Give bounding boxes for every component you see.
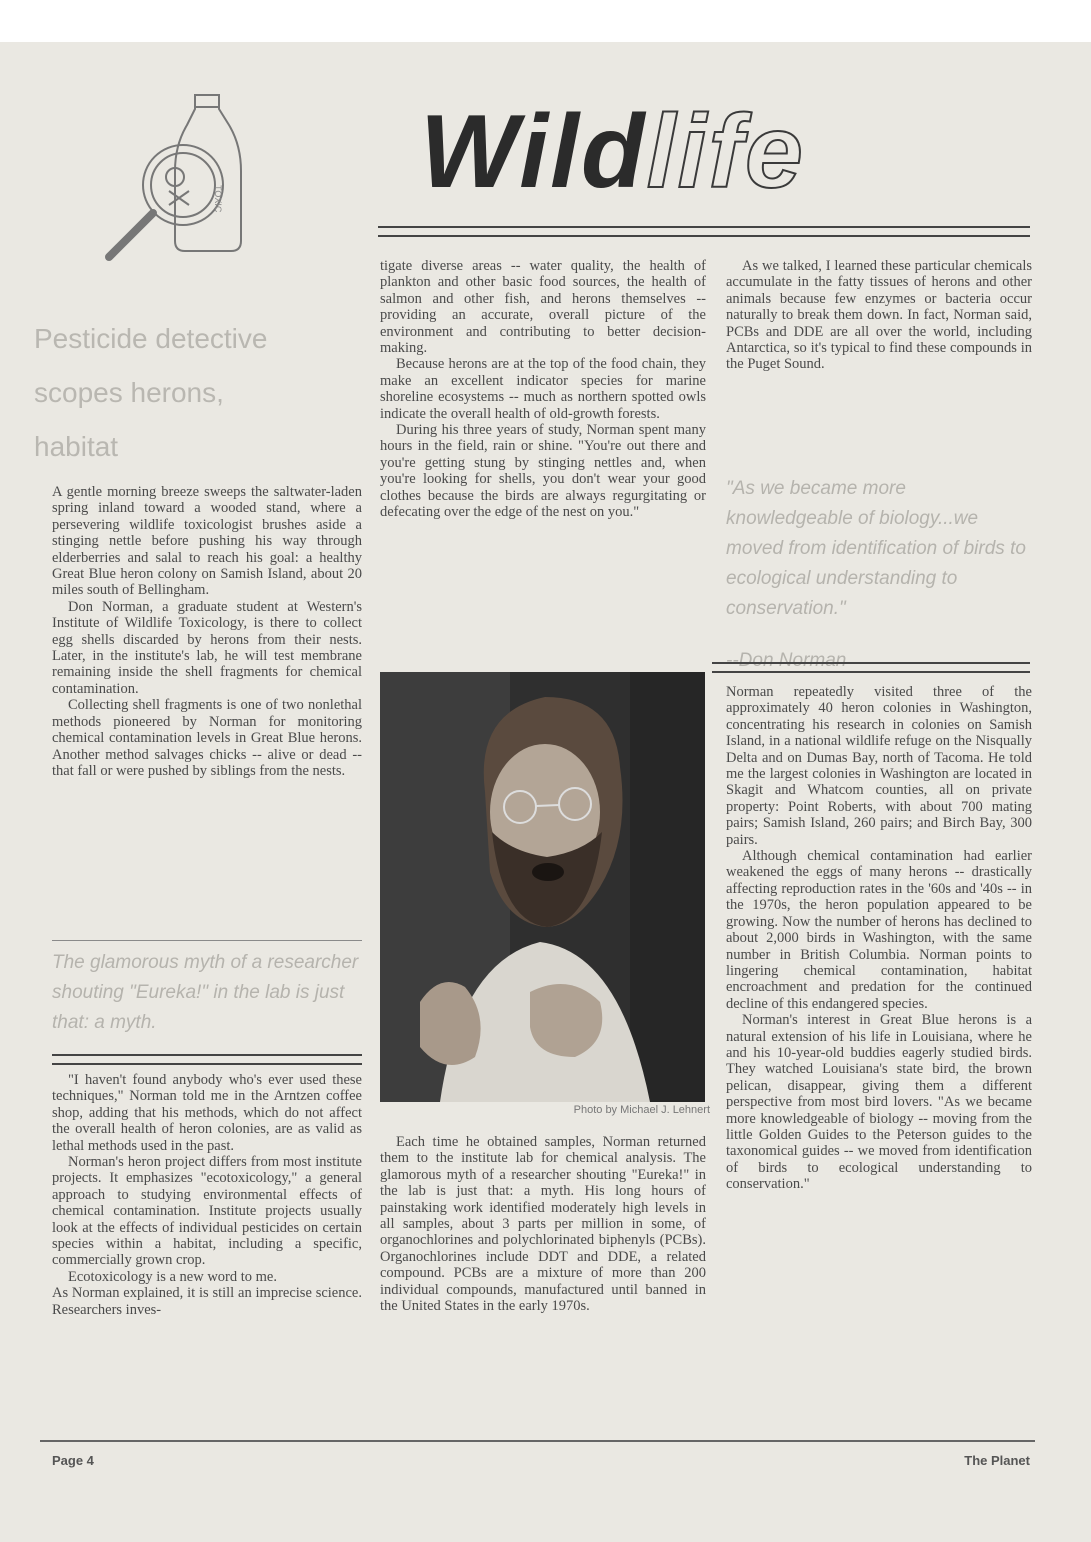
page-number: Page 4 [52,1453,94,1468]
bottle-magnifier-logo-icon [95,85,255,275]
headline-line-2: scopes herons, [34,377,224,408]
paragraph: Norman's heron project differs from most institute projects. It emphasizes "ecotoxicology," a general approach to studying environmental effects of chemical contamination. Institute projects usually look at the effects of individual pesticides on certain species within a habitat, including a specific, commercially grown crop. [52,1154,362,1269]
paragraph: A gentle morning breeze sweeps the saltwater-laden spring inland toward a wooded stand, where a persevering wildlife toxicologist brushes aside a stinging nettle before pushing his way through elderberries and salal to reach his goal: a healthy Great Blue heron colony on Samish Island, about 20 miles south of Bellingham. [52,484,362,599]
svg-text:TOXIC: TOXIC [213,185,223,213]
paragraph: Ecotoxicology is a new word to me. [68,1268,277,1285]
paragraph: Norman repeatedly visited three of the approximately 40 heron colonies in Washington, concentrating his research in colonies on Samish Island, in a national wildlife refuge on the Nisqually Delta and on Dumas Bay, north of Tacoma. He told me the largest colonies in Washington are located in Skagit and Whatcom counties, all on private property: Point Roberts, with about 700 mating pairs; Samish Island, 260 pairs; and Birch Bay, 300 pairs. [726,684,1032,848]
paragraph: tigate diverse areas -- water quality, the health of plankton and other basic food sources, the health of salmon and other fish, and herons themselves -- providing an accurate, overall picture of the environment and contributing to better decision-making. [380,258,706,357]
paragraph: Each time he obtained samples, Norman returned them to the institute lab for chemical analysis. The glamorous myth of a researcher shouting "Eureka!" in the lab is just that: a myth. His long hours of painstaking work identified moderately high levels in all samples, about 3 parts per million in some, of organochlorines and polychlorinated biphenyls (PCBs). Organochlorines include DDT and DDE, a related compound. PCBs are a mixture of more than 200 individual compounds, manufactured until banned in the United States in the early 1970s. [380,1134,706,1315]
column-2-lower [380,1134,706,1314]
pull-quote-text: "As we became more knowledgeable of biology...we moved from identification of birds to ecological understanding to conservation." [726,478,1026,619]
masthead-rule [378,226,1030,237]
column-3-upper [726,258,1032,373]
paragraph: As we talked, I learned these particular chemicals accumulate in the fatty tissues of herons and other animals because few enzymes or bacteria occur naturally to break them down. In fact, Norman said, PCBs and DDE are all over the world, including Antarctica, so it's typical to find these compounds in the Puget Sound. [726,258,1032,373]
portrait-photo [380,672,705,1102]
headline-line-1: Pesticide detective [34,323,268,354]
masthead-solid: Wild [420,94,647,210]
pull-quote-2 [726,474,1032,676]
paragraph: Because herons are at the top of the food chain, they make an excellent indicator species for marine shoreline ecosystems -- much as northern spotted owls indicate the overall health of old-growth forests. [380,356,706,422]
column-1-lower [52,1072,362,1318]
paragraph: During his three years of study, Norman spent many hours in the field, rain or shine. "You're out there and you're getting stung by stinging nettles and, when you're looking for shells, you don't wear your good clothes because the birds are always regurgitating or defecating over the edge of the nest on you." [380,422,706,521]
paragraph: Norman's interest in Great Blue herons is a natural extension of his life in Louisiana, where he and his 10-year-old buddies eagerly studied birds. They watched Louisiana's state bird, the brown pelican, disappear, giving them a different perspective from most bird lovers. "As we became more knowledgeable of biology -- moving from the little Golden Guides to the Peterson guides to the taxonomical guides -- we moved from identification of birds to ecological understanding to conservation." [726,1012,1032,1193]
photo-credit: Photo by Michael J. Lehnert [573,1104,710,1116]
headline-line-3: habitat [34,431,119,462]
paragraph: Although chemical contamination had earlier weakened the eggs of many herons -- drastically affecting reproduction rates in the '60s and '40s -- in the 1970s, the heron population appeared to be growing. Now the number of herons has declined to about 2,000 birds in Washington, with the same number in British Columbia. Norman points to lingering chemical contamination, habitat encroachment and predation for the continued decline of this endangered species. [726,848,1032,1012]
pull-quote-rule [712,662,1030,673]
footer-rule [40,1440,1035,1442]
pull-quote-text: The glamorous myth of a researcher shouting "Eureka!" in the lab is just that: a myth. [52,952,359,1033]
pull-quote-rule [52,1054,362,1065]
column-1-upper [52,484,362,779]
paragraph: Collecting shell fragments is one of two nonlethal methods pioneered by Norman for monitoring chemical contamination levels in Great Blue herons. Another method salvages chicks -- alive or dead -- that fall or were pushed by siblings from the nests. [52,697,362,779]
paragraph: "I haven't found anybody who's ever used these techniques," Norman told me in the Arntzen coffee shop, adding that his methods, which do not affect the overall health of heron colonies, are as valid as lethal methods used in the past. [52,1072,362,1154]
column-2-upper [380,258,706,521]
publication-name: The Planet [964,1453,1030,1468]
bearded-man-photo-icon [380,672,705,1102]
pull-quote-1 [52,948,362,1038]
paragraph: Don Norman, a graduate student at Western's Institute of Wildlife Toxicology, is there to collect egg shells discarded by herons from their nests. Later, in the institute's lab, he will test membrane remaining inside the shell fragments for chemical contamination. [52,598,362,697]
masthead-outline: life [646,94,805,210]
divider [52,940,362,941]
column-3-lower [726,684,1032,1193]
article-headline [34,312,354,474]
pull-quote-attribution: --Don Norman [726,650,847,671]
paragraph: As Norman explained, it is still an imprecise science. Researchers inves- [52,1285,362,1318]
section-masthead [420,92,840,212]
